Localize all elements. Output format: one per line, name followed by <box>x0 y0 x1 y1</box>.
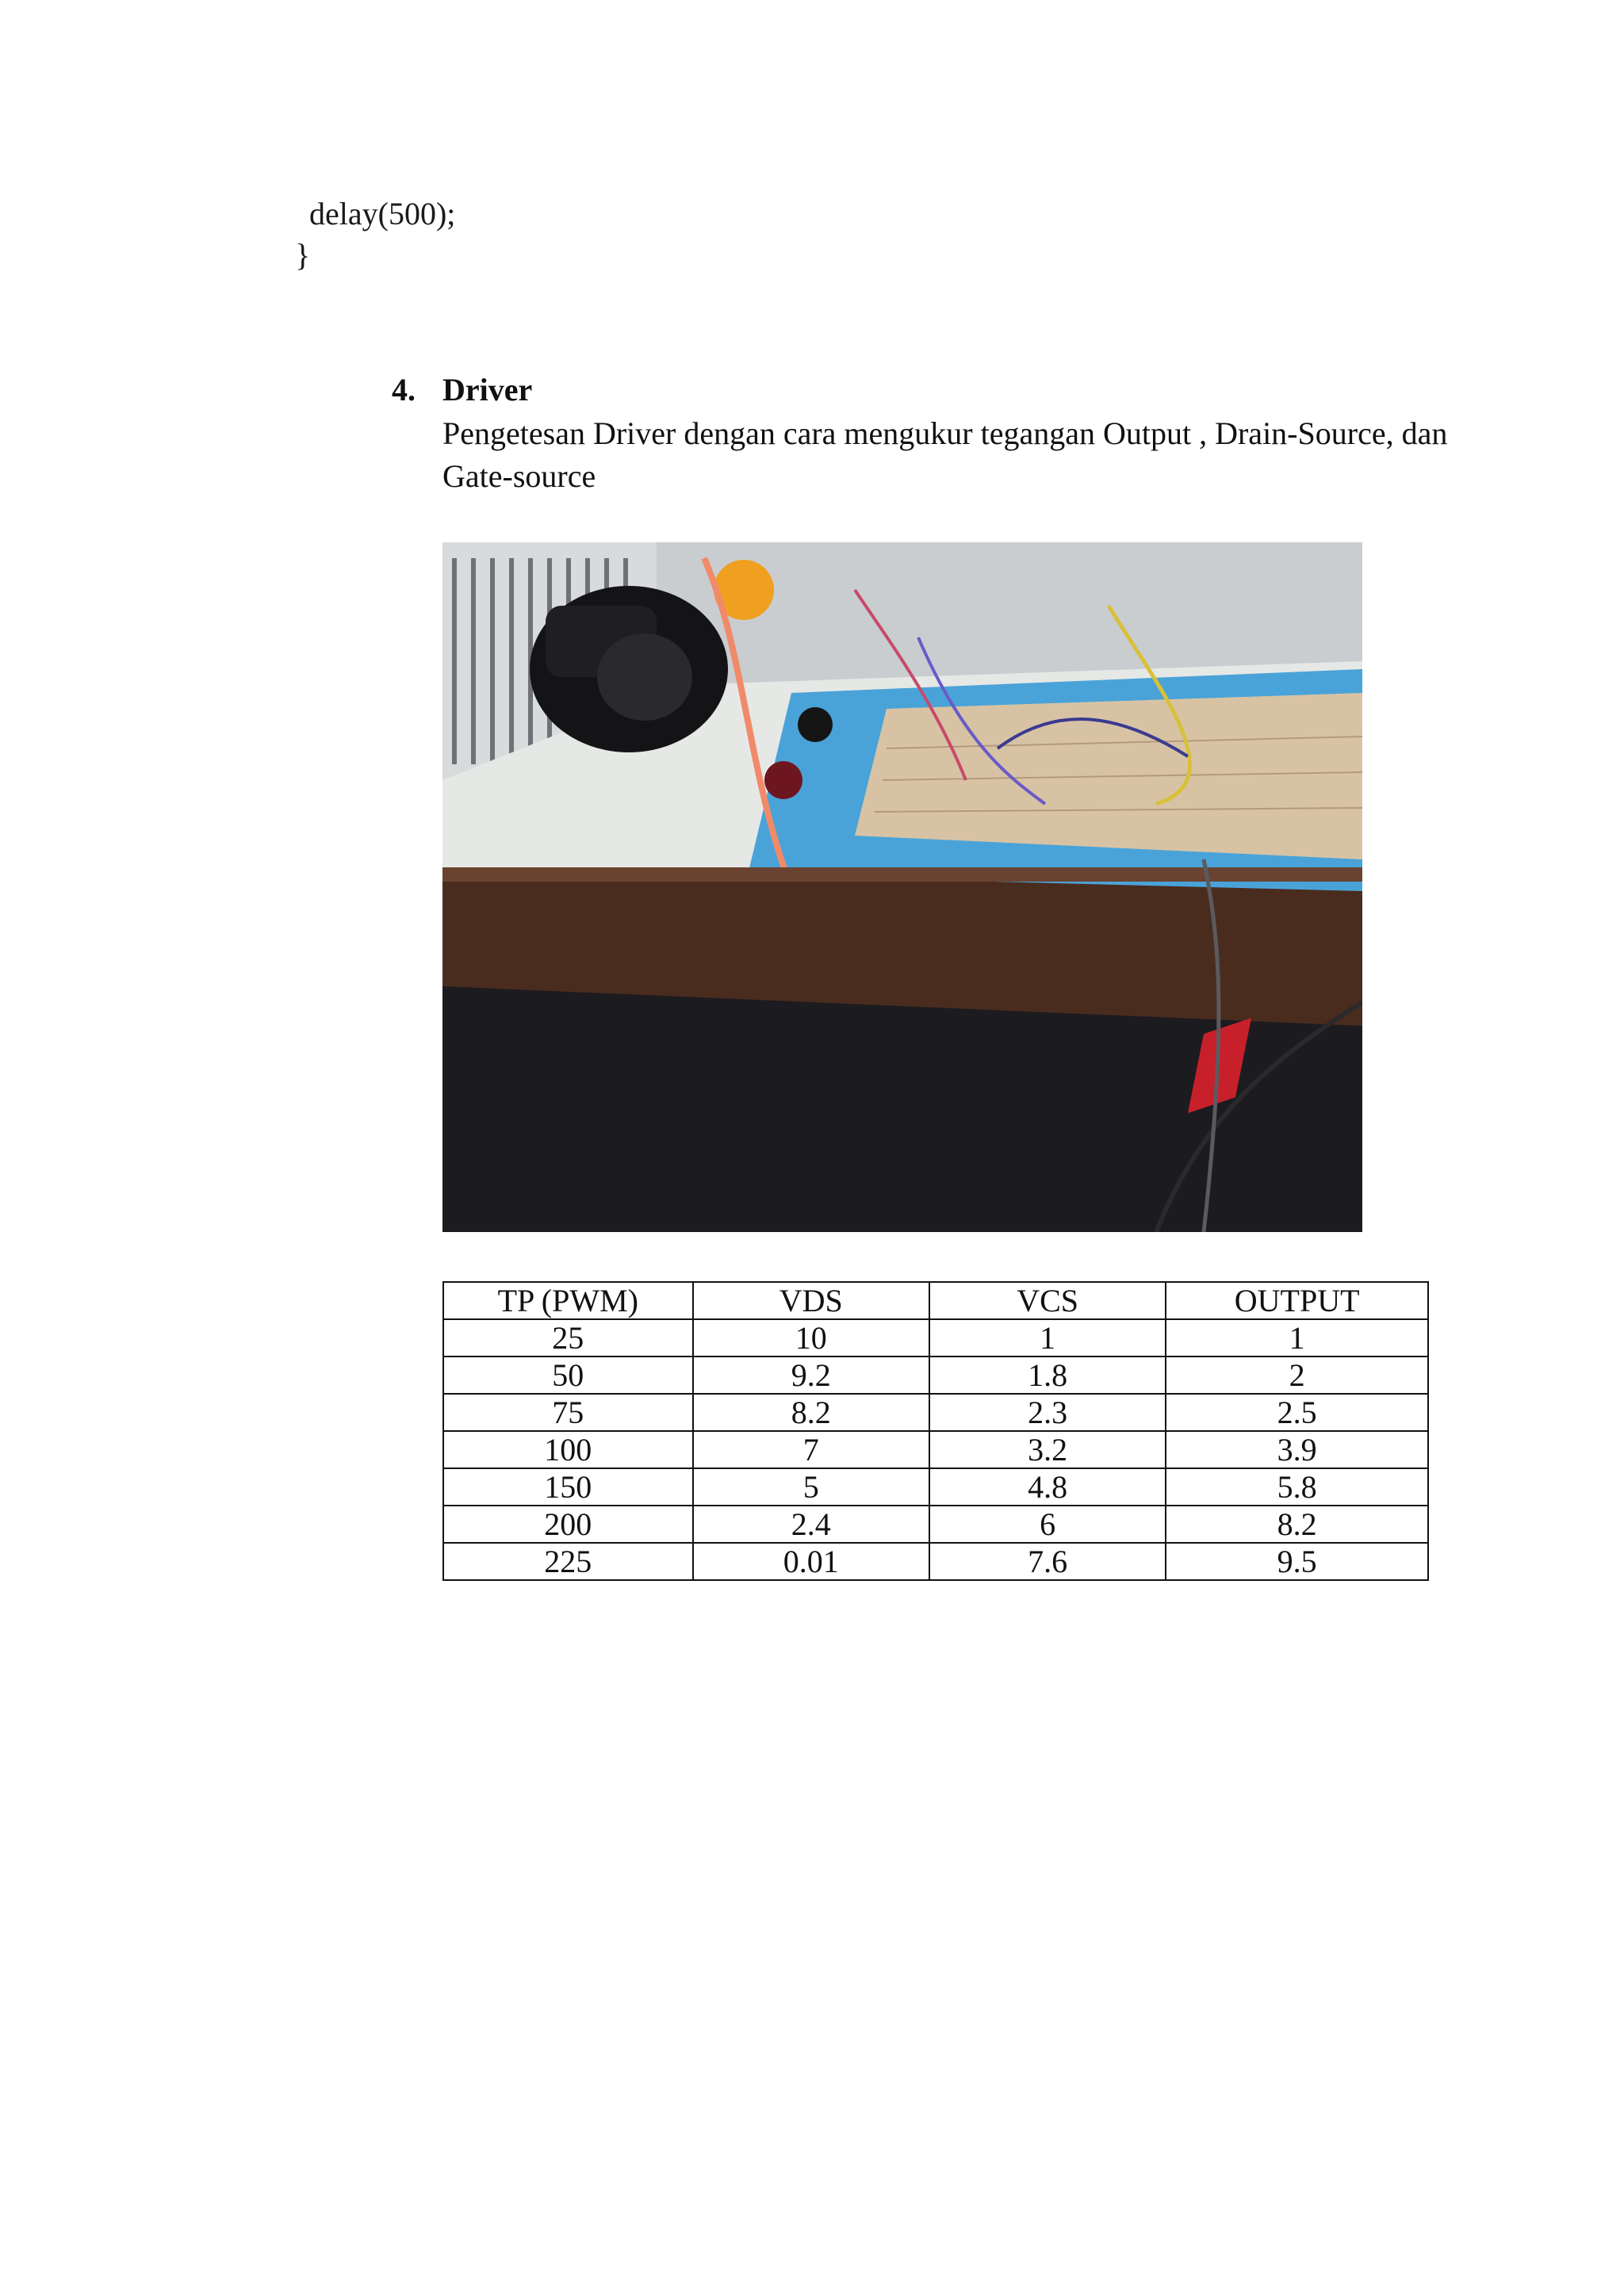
cell-tp-pwm: 225 <box>443 1543 693 1580</box>
cell-vcs: 3.2 <box>929 1431 1166 1468</box>
cell-vcs: 1 <box>929 1319 1166 1357</box>
code-line-closing-brace: } <box>295 237 311 273</box>
cell-tp-pwm: 100 <box>443 1431 693 1468</box>
table-header-row <box>443 1282 1428 1319</box>
table-row <box>443 1431 1428 1468</box>
circuit-photo <box>442 542 1362 1232</box>
cell-output: 3.9 <box>1166 1431 1428 1468</box>
cell-output: 2.5 <box>1166 1394 1428 1431</box>
cell-vds: 9.2 <box>693 1357 929 1394</box>
table-row <box>443 1357 1428 1394</box>
cell-output: 2 <box>1166 1357 1428 1394</box>
table-row <box>443 1468 1428 1506</box>
cell-output: 1 <box>1166 1319 1428 1357</box>
cell-vds: 10 <box>693 1319 929 1357</box>
section-number: 4. <box>392 372 416 408</box>
section-description: Pengetesan Driver dengan cara mengukur tegangan Output , Drain-Source, dan Gate-source <box>442 415 1448 494</box>
table-row <box>443 1394 1428 1431</box>
cell-output: 9.5 <box>1166 1543 1428 1580</box>
header-vcs: VCS <box>929 1282 1166 1319</box>
cell-tp-pwm: 25 <box>443 1319 693 1357</box>
cell-vcs: 1.8 <box>929 1357 1166 1394</box>
table-row <box>443 1543 1428 1580</box>
cell-output: 5.8 <box>1166 1468 1428 1506</box>
cell-vds: 7 <box>693 1431 929 1468</box>
driver-measurement-table <box>442 1281 1429 1581</box>
table-row <box>443 1319 1428 1357</box>
cell-tp-pwm: 200 <box>443 1506 693 1543</box>
cell-vds: 0.01 <box>693 1543 929 1580</box>
section-title: Driver <box>442 372 533 408</box>
header-tp-pwm: TP (PWM) <box>443 1282 693 1319</box>
cell-tp-pwm: 150 <box>443 1468 693 1506</box>
cell-output: 8.2 <box>1166 1506 1428 1543</box>
cell-tp-pwm: 50 <box>443 1357 693 1394</box>
header-output: OUTPUT <box>1166 1282 1428 1319</box>
table-row <box>443 1506 1428 1543</box>
cell-vds: 8.2 <box>693 1394 929 1431</box>
header-vds: VDS <box>693 1282 929 1319</box>
cell-vds: 5 <box>693 1468 929 1506</box>
code-line-delay: delay(500); <box>309 196 456 232</box>
cell-vcs: 6 <box>929 1506 1166 1543</box>
cell-vcs: 7.6 <box>929 1543 1166 1580</box>
cell-vcs: 2.3 <box>929 1394 1166 1431</box>
cell-vcs: 4.8 <box>929 1468 1166 1506</box>
cell-tp-pwm: 75 <box>443 1394 693 1431</box>
cell-vds: 2.4 <box>693 1506 929 1543</box>
